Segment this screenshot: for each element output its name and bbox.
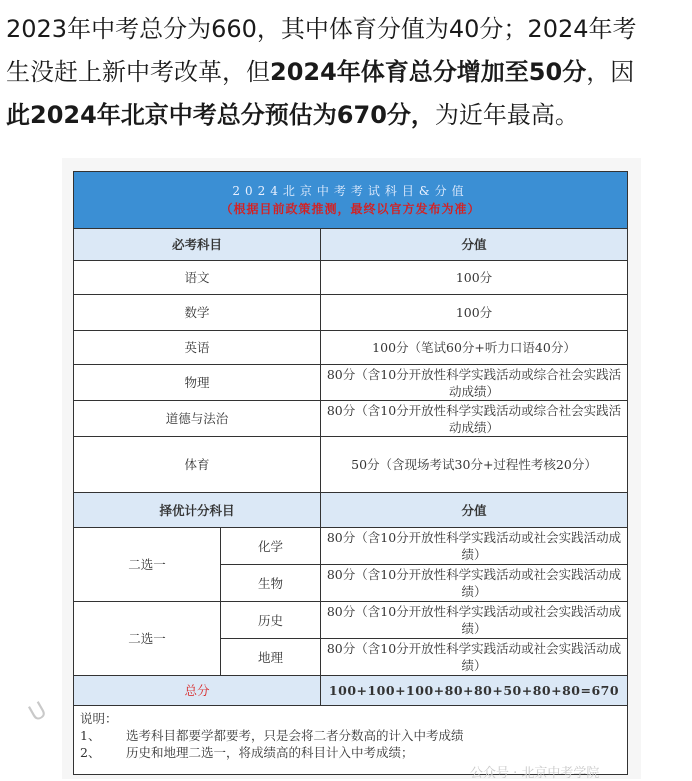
required-score-header: 分值 — [321, 229, 628, 261]
table-row — [74, 261, 628, 295]
intro-line-2 — [6, 51, 688, 94]
table-row — [74, 331, 628, 365]
subject-cell: 语文 — [74, 261, 321, 295]
table-subtitle: （根据目前政策推测，最终以官方发布为准） — [220, 202, 481, 216]
subject-cell: 地理 — [221, 639, 321, 676]
table-row — [74, 401, 628, 437]
score-cell: 100分（笔试60分+听力口语40分） — [321, 331, 628, 365]
required-header-row — [74, 229, 628, 261]
intro-paragraph — [6, 8, 688, 137]
subject-cell: 英语 — [74, 331, 321, 365]
required-subject-header: 必考科目 — [74, 229, 321, 261]
subject-cell: 物理 — [74, 365, 321, 401]
score-table — [73, 171, 628, 775]
score-cell: 80分（含10分开放性科学实践活动或社会实践活动成绩） — [321, 528, 628, 565]
score-cell: 80分（含10分开放性科学实践活动或社会实践活动成绩） — [321, 565, 628, 602]
subject-cell: 道德与法治 — [74, 401, 321, 437]
score-cell: 80分（含10分开放性科学实践活动或综合社会实践活动成绩） — [321, 365, 628, 401]
note-item — [80, 727, 621, 744]
score-cell: 100分 — [321, 261, 628, 295]
group-label: 二选一 — [74, 602, 221, 676]
note-number: 2、 — [80, 745, 101, 760]
elective-subject-header: 择优计分科目 — [74, 493, 321, 528]
subject-cell: 化学 — [221, 528, 321, 565]
note-number: 1、 — [80, 728, 101, 743]
table-title: 2024北京中考考试科目&分值 — [232, 184, 469, 198]
table-row — [74, 295, 628, 331]
table-row — [74, 437, 628, 493]
total-label: 总分 — [74, 676, 321, 706]
score-table-image — [62, 158, 641, 779]
intro-highlight-1: 2024年体育总分增加至50分 — [270, 58, 587, 86]
note-text: 选考科目都要学都要考，只是会将二者分数高的计入中考成绩 — [126, 728, 464, 743]
score-cell: 80分（含10分开放性科学实践活动或社会实践活动成绩） — [321, 602, 628, 639]
note-text: 历史和地理二选一，将成绩高的科目计入中考成绩； — [126, 745, 414, 760]
elective-score-header: 分值 — [321, 493, 628, 528]
table-row — [74, 602, 628, 639]
intro-text-2c: ，因 — [586, 58, 635, 86]
intro-line-1 — [6, 8, 688, 51]
table-row — [74, 528, 628, 565]
notes-heading: 说明： — [80, 711, 118, 726]
intro-text-2a: 生没赶上新中考改革，但 — [6, 58, 270, 86]
score-cell: 80分（含10分开放性科学实践活动或社会实践活动成绩） — [321, 639, 628, 676]
subject-cell: 历史 — [221, 602, 321, 639]
intro-highlight-2: 此2024年北京中考总分预估为670分， — [6, 101, 435, 129]
intro-text-1: 2023年中考总分为660，其中体育分值为40分；2024年考 — [6, 15, 637, 43]
watermark-left: U — [24, 697, 52, 728]
table-title-cell — [74, 172, 628, 229]
total-value: 100+100+100+80+80+50+80+80=670 — [321, 676, 628, 706]
table-row — [74, 365, 628, 401]
subject-cell: 生物 — [221, 565, 321, 602]
subject-cell: 体育 — [74, 437, 321, 493]
note-item — [80, 744, 621, 761]
score-cell: 50分（含现场考试30分+过程性考核20分） — [321, 437, 628, 493]
elective-header-row — [74, 493, 628, 528]
score-cell: 100分 — [321, 295, 628, 331]
intro-line-3 — [6, 94, 688, 137]
score-cell: 80分（含10分开放性科学实践活动或综合社会实践活动成绩） — [321, 401, 628, 437]
watermark-bottom-right: 公众号 · 北京中考学院 — [470, 766, 600, 781]
intro-text-3b: 为近年最高。 — [434, 101, 579, 129]
total-row — [74, 676, 628, 706]
group-label: 二选一 — [74, 528, 221, 602]
subject-cell: 数学 — [74, 295, 321, 331]
